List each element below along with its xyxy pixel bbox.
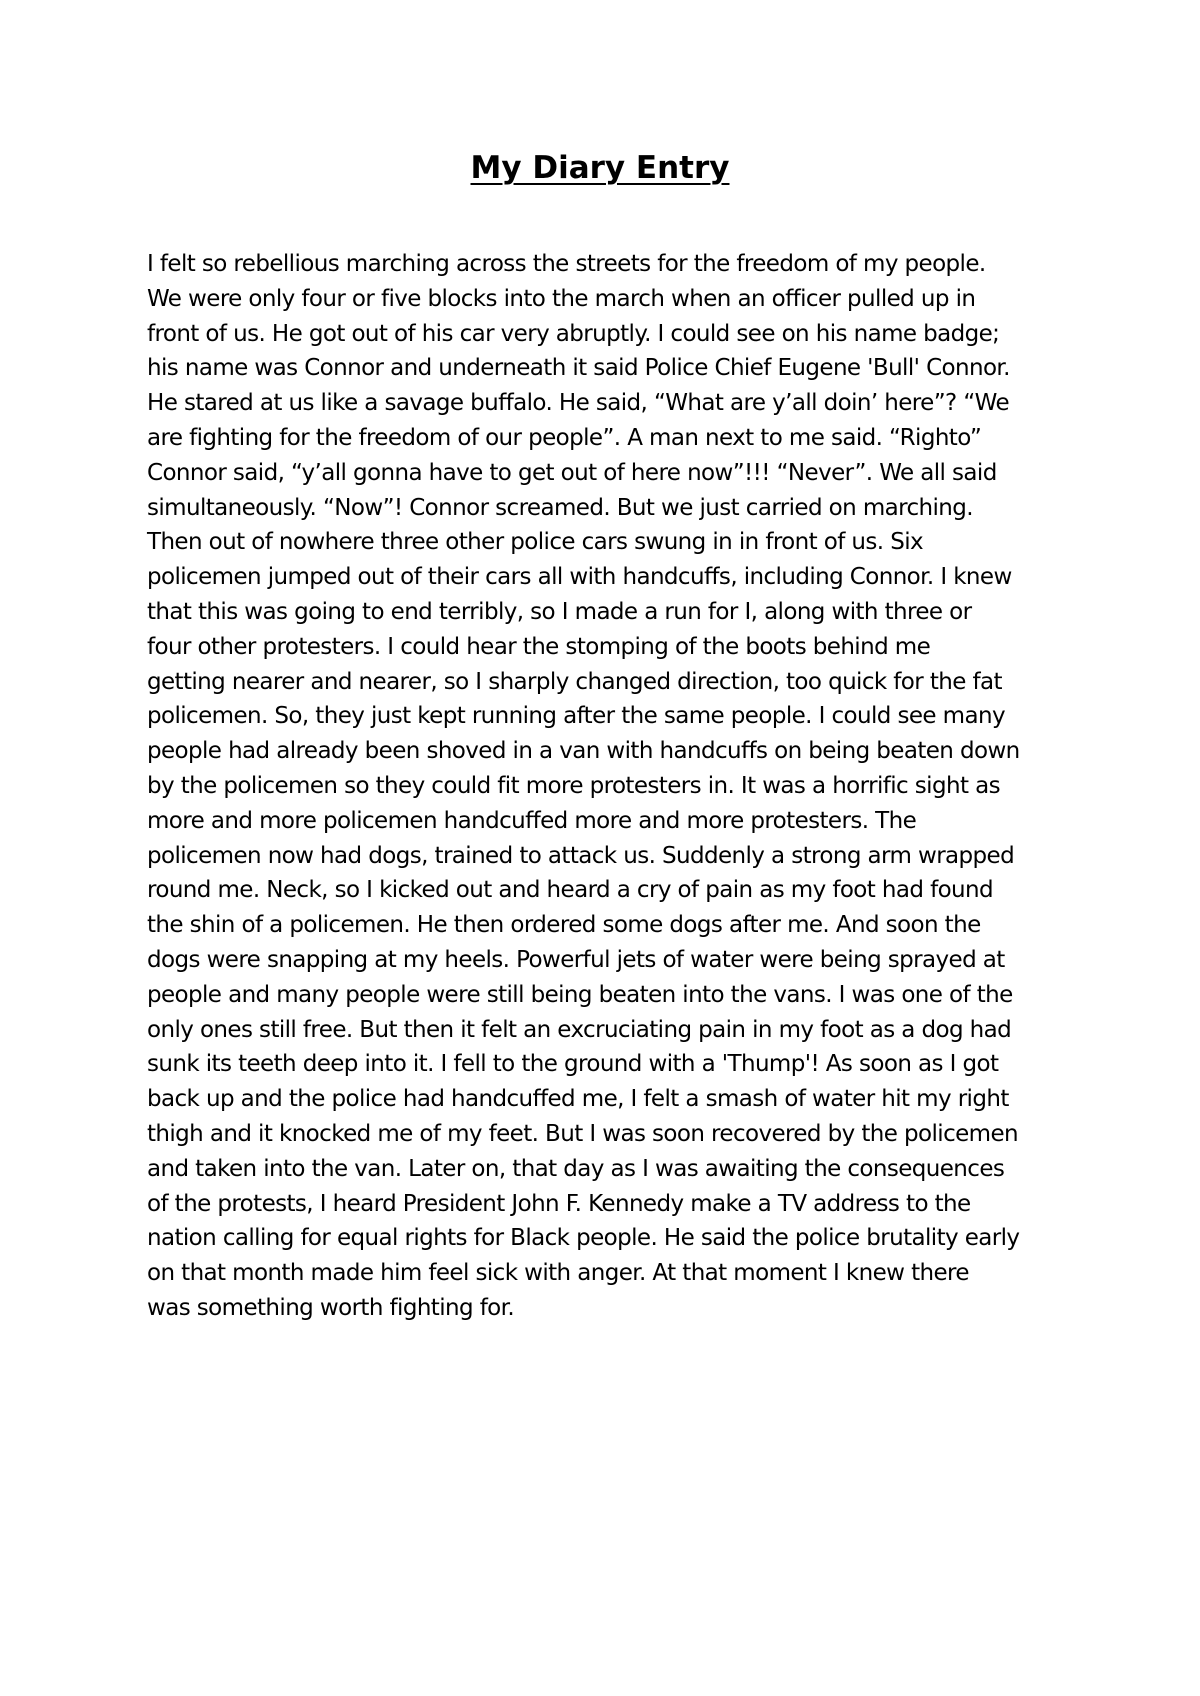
body-line: thigh and it knocked me of my feet. But I was soon recovered by the policemen xyxy=(147,1120,1019,1147)
body-line: that this was going to end terribly, so I made a run for I, along with three or xyxy=(147,598,972,625)
body-line: four other protesters. I could hear the stomping of the boots behind me xyxy=(147,633,931,660)
body-line: round me. Neck, so I kicked out and heard a cry of pain as my foot had found xyxy=(147,877,993,904)
body-line: Connor said, “y’all gonna have to get out of here now”!!! “Never”. We all said xyxy=(147,459,997,486)
body-line: He stared at us like a savage buffalo. He said, “What are y’all doin’ here”? “We xyxy=(147,390,1009,417)
body-line: are fighting for the freedom of our people”. A man next to me said. “Righto” xyxy=(147,424,982,451)
body-line: was something worth fighting for. xyxy=(147,1294,515,1321)
body-line: getting nearer and nearer, so I sharply changed direction, too quick for the fat xyxy=(147,668,1002,695)
page-title: My Diary Entry xyxy=(470,150,730,186)
body-line: dogs were snapping at my heels. Powerful jets of water were being sprayed at xyxy=(147,946,1005,973)
body-line: I felt so rebellious marching across the streets for the freedom of my people. xyxy=(147,251,986,277)
body-line: of the protests, I heard President John F. Kennedy make a TV address to the xyxy=(147,1190,971,1217)
body-line: by the policemen so they could fit more protesters in. It was a horrific sight as xyxy=(147,772,1000,799)
body-line: policemen jumped out of their cars all with handcuffs, including Connor. I knew xyxy=(147,564,1012,591)
diary-body xyxy=(147,247,1087,1326)
body-line: nation calling for equal rights for Black people. He said the police brutality early xyxy=(147,1225,1020,1252)
body-line: people and many people were still being beaten into the vans. I was one of the xyxy=(147,981,1013,1008)
body-line: policemen. So, they just kept running after the same people. I could see many xyxy=(147,703,1005,730)
body-line: his name was Connor and underneath it said Police Chief Eugene 'Bull' Connor. xyxy=(147,355,1010,382)
body-line: front of us. He got out of his car very abruptly. I could see on his name badge; xyxy=(147,320,1000,347)
body-line: more and more policemen handcuffed more and more protesters. The xyxy=(147,807,917,834)
body-line: people had already been shoved in a van with handcuffs on being beaten down xyxy=(147,738,1020,765)
body-line: on that month made him feel sick with anger. At that moment I knew there xyxy=(147,1260,969,1287)
body-line: We were only four or five blocks into the march when an officer pulled up in xyxy=(147,285,976,312)
body-line: and taken into the van. Later on, that day as I was awaiting the consequences xyxy=(147,1155,1005,1182)
body-line: the shin of a policemen. He then ordered some dogs after me. And soon the xyxy=(147,912,981,939)
body-line: sunk its teeth deep into it. I fell to the ground with a 'Thump'! As soon as I got xyxy=(147,1051,999,1078)
body-line: policemen now had dogs, trained to attack us. Suddenly a strong arm wrapped xyxy=(147,842,1015,869)
body-line: simultaneously. “Now”! Connor screamed. But we just carried on marching. xyxy=(147,494,973,521)
body-line: back up and the police had handcuffed me, I felt a smash of water hit my right xyxy=(147,1086,1009,1113)
body-line: Then out of nowhere three other police cars swung in in front of us. Six xyxy=(147,529,924,556)
body-line: only ones still free. But then it felt an excruciating pain in my foot as a dog had xyxy=(147,1016,1012,1043)
